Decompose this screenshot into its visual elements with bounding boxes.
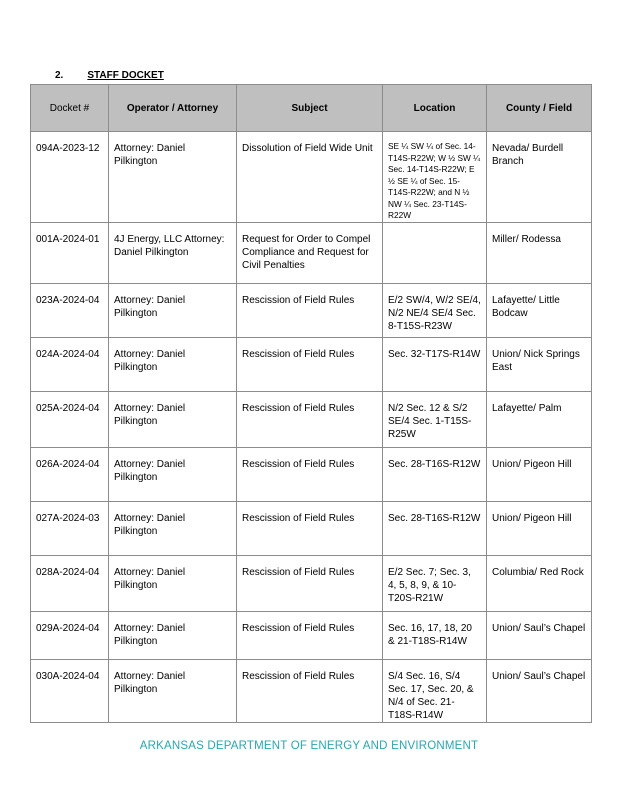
county-field-cell: Union/ Nick Springs East	[487, 337, 592, 391]
county-field-cell: Union/ Saul’s Chapel	[487, 659, 592, 722]
operator-cell: Attorney: Daniel Pilkington	[109, 337, 237, 391]
docket-number-cell: 023A-2024-04	[31, 283, 109, 337]
column-header-location: Location	[383, 85, 487, 132]
subject-cell: Dissolution of Field Wide Unit	[237, 132, 383, 223]
footer-agency-name: ARKANSAS DEPARTMENT OF ENERGY AND ENVIRONMENT	[139, 740, 479, 752]
county-field-cell: Lafayette/ Little Bodcaw	[487, 283, 592, 337]
location-cell	[383, 222, 487, 283]
docket-number-cell: 025A-2024-04	[31, 391, 109, 447]
operator-cell: Attorney: Daniel Pilkington	[109, 611, 237, 659]
docket-number-cell: 027A-2024-03	[31, 501, 109, 555]
table-row	[31, 283, 592, 337]
column-header-docket: Docket #	[31, 85, 109, 132]
operator-cell: Attorney: Daniel Pilkington	[109, 501, 237, 555]
county-field-cell: Miller/ Rodessa	[487, 222, 592, 283]
docket-number-cell: 024A-2024-04	[31, 337, 109, 391]
docket-number-cell: 028A-2024-04	[31, 555, 109, 611]
location-cell: Sec. 16, 17, 18, 20 & 21-T18S-R14W	[383, 611, 487, 659]
operator-cell: Attorney: Daniel Pilkington	[109, 659, 237, 722]
subject-cell: Rescission of Field Rules	[237, 501, 383, 555]
county-field-cell: Union/ Saul’s Chapel	[487, 611, 592, 659]
subject-cell: Rescission of Field Rules	[237, 283, 383, 337]
location-cell: Sec. 32-T17S-R14W	[383, 337, 487, 391]
docket-number-cell: 001A-2024-01	[31, 222, 109, 283]
subject-cell: Rescission of Field Rules	[237, 555, 383, 611]
location-cell: Sec. 28-T16S-R12W	[383, 501, 487, 555]
subject-cell: Rescission of Field Rules	[237, 337, 383, 391]
section-heading	[55, 70, 164, 81]
location-cell: S/4 Sec. 16, S/4 Sec. 17, Sec. 20, & N/4 of Sec. 21-T18S-R14W	[383, 659, 487, 722]
location-cell: E/2 SW/4, W/2 SE/4, N/2 NE/4 SE/4 Sec. 8-T15S-R23W	[383, 283, 487, 337]
table-row	[31, 501, 592, 555]
section-number: 2.	[55, 70, 64, 81]
section-title: STAFF DOCKET	[87, 70, 164, 81]
county-field-cell: Columbia/ Red Rock	[487, 555, 592, 611]
table-row	[31, 222, 592, 283]
county-field-cell: Lafayette/ Palm	[487, 391, 592, 447]
table-row	[31, 555, 592, 611]
operator-cell: Attorney: Daniel Pilkington	[109, 283, 237, 337]
location-cell: SE ¼ SW ¼ of Sec. 14-T14S-R22W; W ½ SW ¼ Sec. 14-T14S-R22W; E ½ SE ¼ of Sec. 15-T14S-R22W; and N ½ NW ¼ Sec. 23-T14S-R22W	[383, 132, 487, 223]
docket-number-cell: 026A-2024-04	[31, 447, 109, 501]
operator-cell: Attorney: Daniel Pilkington	[109, 391, 237, 447]
table-row	[31, 659, 592, 722]
county-field-cell: Union/ Pigeon Hill	[487, 501, 592, 555]
table-header-row	[31, 85, 592, 132]
column-header-subject: Subject	[237, 85, 383, 132]
subject-cell: Rescission of Field Rules	[237, 611, 383, 659]
location-cell: Sec. 28-T16S-R12W	[383, 447, 487, 501]
table-row	[31, 391, 592, 447]
location-cell: E/2 Sec. 7; Sec. 3, 4, 5, 8, 9, & 10-T20S-R21W	[383, 555, 487, 611]
table-row	[31, 337, 592, 391]
subject-cell: Request for Order to Compel Compliance and Request for Civil Penalties	[237, 222, 383, 283]
operator-cell: 4J Energy, LLC Attorney: Daniel Pilkington	[109, 222, 237, 283]
subject-cell: Rescission of Field Rules	[237, 447, 383, 501]
operator-cell: Attorney: Daniel Pilkington	[109, 447, 237, 501]
column-header-county: County / Field	[487, 85, 592, 132]
table-row	[31, 611, 592, 659]
staff-docket-table	[30, 84, 592, 723]
operator-cell: Attorney: Daniel Pilkington	[109, 555, 237, 611]
county-field-cell: Nevada/ Burdell Branch	[487, 132, 592, 223]
location-cell: N/2 Sec. 12 & S/2 SE/4 Sec. 1-T15S-R25W	[383, 391, 487, 447]
operator-cell: Attorney: Daniel Pilkington	[109, 132, 237, 223]
docket-number-cell: 030A-2024-04	[31, 659, 109, 722]
subject-cell: Rescission of Field Rules	[237, 659, 383, 722]
docket-number-cell: 029A-2024-04	[31, 611, 109, 659]
column-header-operator: Operator / Attorney	[109, 85, 237, 132]
table-row	[31, 132, 592, 223]
county-field-cell: Union/ Pigeon Hill	[487, 447, 592, 501]
docket-number-cell: 094A-2023-12	[31, 132, 109, 223]
table-row	[31, 447, 592, 501]
subject-cell: Rescission of Field Rules	[237, 391, 383, 447]
